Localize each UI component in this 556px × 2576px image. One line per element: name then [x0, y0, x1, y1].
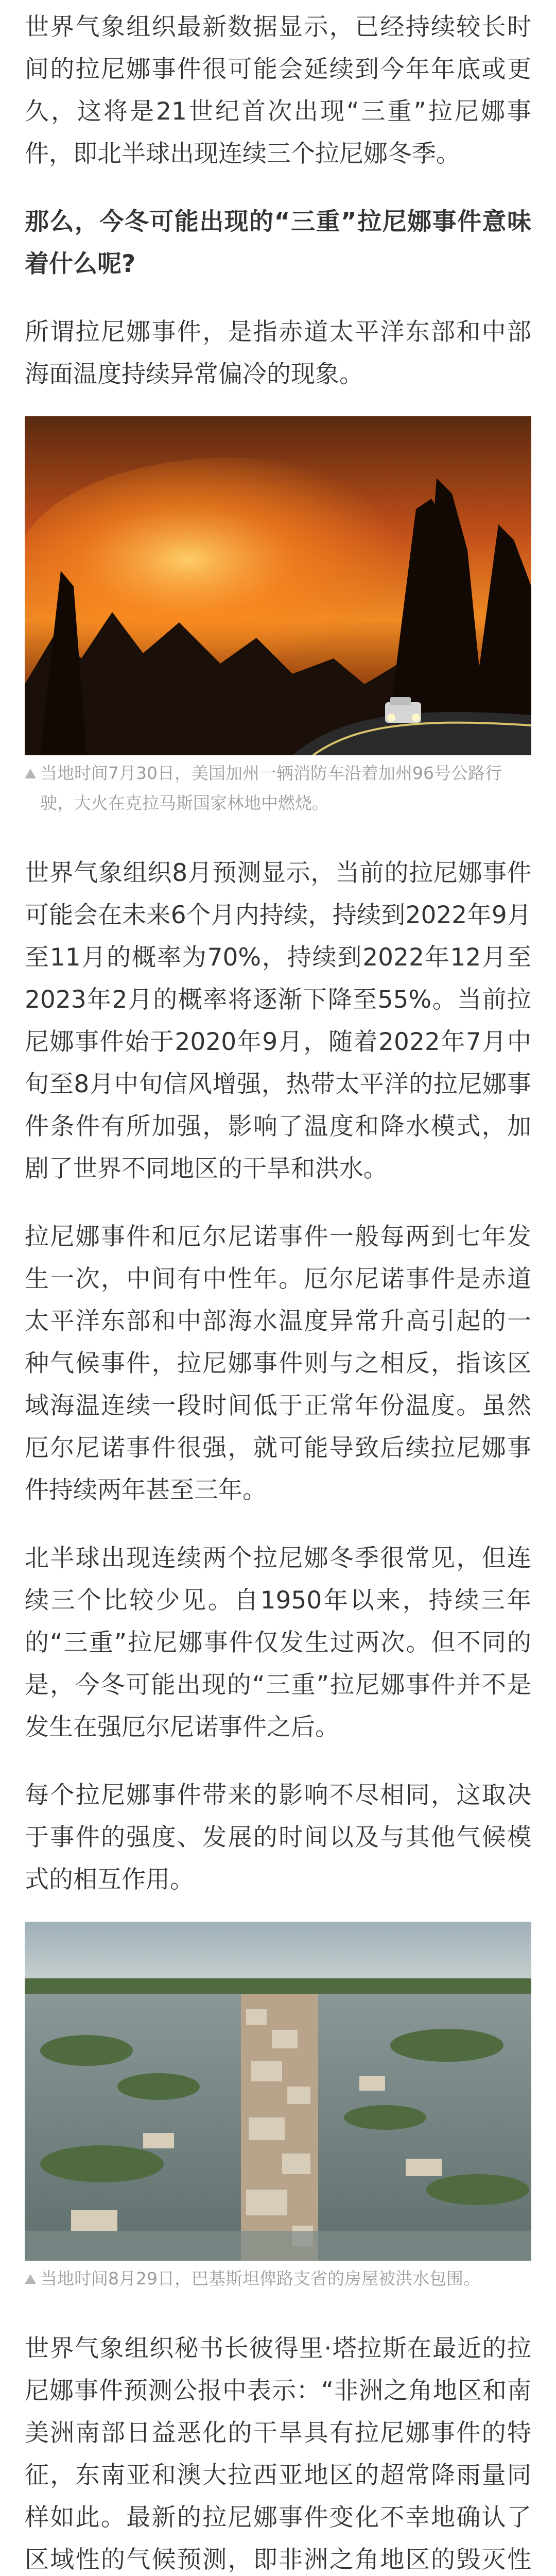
wildfire-image [25, 416, 531, 755]
paragraph-forecast: 世界气象组织8月预测显示，当前的拉尼娜事件可能会在未来6个月内持续，持续到2022年9月至11月的概率为70%，持续到2022年12月至2023年2月的概率将逐渐下降至55%。当前拉尼娜事件始于2020年9月，随着2022年7月中旬至8月中旬信风增强，热带太平洋的拉尼娜事件条件有所加强，影响了温度和降水模式，加剧了世界不同地区的干旱和洪水。 [25, 859, 531, 1183]
figure-wildfire [25, 416, 531, 818]
paragraph-definition: 所谓拉尼娜事件，是指赤道太平洋东部和中部海面温度持续异常偏冷的现象。 [25, 318, 531, 388]
paragraph-intro: 世界气象组织最新数据显示，已经持续较长时间的拉尼娜事件很可能会延续到今年年底或更久，这将是21世纪首次出现“三重”拉尼娜事件，即北半球出现连续三个拉尼娜冬季。 [25, 13, 531, 168]
flood-photo[interactable] [25, 1922, 531, 2261]
caption-triangle-icon [25, 758, 40, 788]
wildfire-photo[interactable] [25, 416, 531, 755]
section-heading: 那么，今冬可能出现的“三重”拉尼娜事件意味着什么呢? [25, 208, 531, 278]
paragraph-wmo-quote: 世界气象组织秘书长彼得里·塔拉斯在最近的拉尼娜事件预测公报中表示：“非洲之角地区和南美洲南部日益恶化的干旱具有拉尼娜事件的特征，东南亚和澳大拉西亚地区的超常降雨量同样如此。最新的拉尼娜事件变化不幸地确认了区域性的气候预测，即非洲之角地区的毁灭性 [25, 2334, 531, 2574]
paragraph-impact: 每个拉尼娜事件带来的影响不尽相同，这取决于事件的强度、发展的时间以及与其他气候模式的相互作用。 [25, 1781, 531, 1894]
caption-text: 当地时间7月30日，美国加州一辆消防车沿着加州96号公路行驶，大火在克拉马斯国家林地中燃烧。 [40, 763, 502, 813]
caption-text: 当地时间8月29日，巴基斯坦俾路支省的房屋被洪水包围。 [40, 2268, 480, 2289]
caption-triangle-icon [25, 2264, 40, 2294]
paragraph-enso: 拉尼娜事件和厄尔尼诺事件一般每两到七年发生一次，中间有中性年。厄尔尼诺事件是赤道太平洋东部和中部海水温度异常升高引起的一种气候事件，拉尼娜事件则与之相反，指该区域海温连续一段时间低于正常年份温度。虽然厄尔尼诺事件很强，就可能导致后续拉尼娜事件持续两年甚至三年。 [25, 1223, 531, 1504]
flood-image [25, 1922, 531, 2261]
figure-caption [25, 758, 531, 818]
figure-flood [25, 1922, 531, 2294]
figure-caption [25, 2264, 531, 2294]
paragraph-history: 北半球出现连续两个拉尼娜冬季很常见，但连续三个比较少见。自1950年以来，持续三年的“三重”拉尼娜事件仅发生过两次。但不同的是，今冬可能出现的“三重”拉尼娜事件并不是发生在强厄尔尼诺事件之后。 [25, 1544, 531, 1741]
